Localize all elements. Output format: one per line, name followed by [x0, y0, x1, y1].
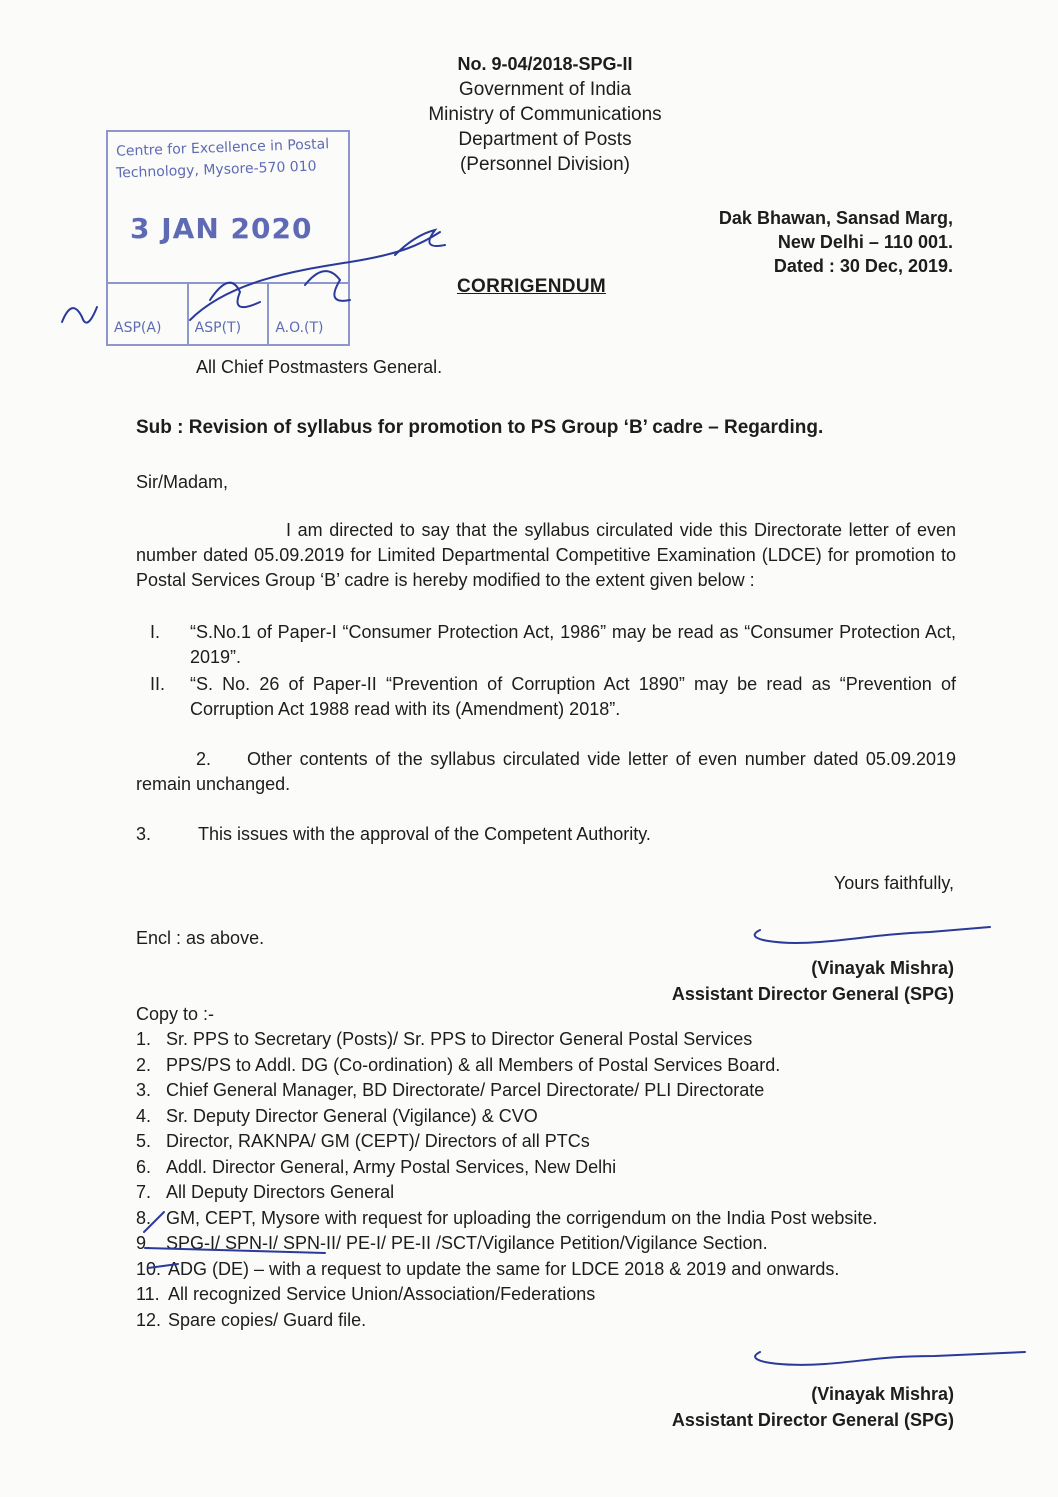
stamp-line-2: Technology, Mysore-570 010	[115, 158, 317, 182]
list-item	[136, 1104, 958, 1130]
list-number: 10.	[136, 1258, 162, 1279]
list-number: 11.	[136, 1284, 160, 1304]
list-item	[136, 1282, 958, 1308]
list-item	[136, 1206, 958, 1232]
letter-date: Dated : 30 Dec, 2019.	[773, 256, 953, 276]
stamp-line-1: Centre for Excellence in Postal	[115, 136, 330, 160]
enclosure-note: Encl : as above.	[136, 928, 265, 948]
list-text: Sr. PPS to Secretary (Posts)/ Sr. PPS to Director General Postal Services	[166, 1029, 753, 1049]
list-text: Director, RAKNPA/ GM (CEPT)/ Directors of all PTCs	[166, 1131, 590, 1151]
list-number: 7.	[136, 1182, 152, 1202]
signature-block	[672, 955, 954, 1007]
salutation: Sir/Madam,	[136, 472, 229, 492]
list-text: All recognized Service Union/Association/Federations	[168, 1284, 596, 1304]
paragraph-1-text: I am directed to say that the syllabus circulated vide this Directorate letter of even number dated 05.09.2019 for Limited Departmental Competitive Examination (LDCE) for promotion to Postal Services Group ‘B’ cadre is hereby modified to the extent given below :	[136, 520, 956, 590]
stamp-date: 3 JAN 2020	[130, 212, 313, 245]
copy-to-list	[136, 1027, 958, 1333]
paragraph-3-number: 3.	[136, 824, 152, 844]
closing: Yours faithfully,	[833, 873, 954, 893]
stamp-cell: ASP(T)	[189, 284, 270, 344]
paragraph-3-text: This issues with the approval of the Competent Authority.	[198, 824, 651, 844]
point-text: “S.No.1 of Paper-I “Consumer Protection Act, 1986” may be read as “Consumer Protection Act, 2019”.	[190, 622, 956, 667]
letter-header	[400, 52, 690, 177]
list-number: 6.	[136, 1156, 152, 1177]
signature-stroke	[755, 927, 990, 943]
list-text: Spare copies/ Guard file.	[168, 1309, 367, 1330]
list-item	[136, 1257, 958, 1283]
list-number: 5.	[136, 1131, 152, 1151]
list-item	[136, 1180, 958, 1206]
point-number: I.	[150, 622, 161, 642]
list-number: 12.	[136, 1309, 162, 1330]
header-line: (Personnel Division)	[459, 154, 630, 175]
signature-block-copy	[672, 1381, 954, 1433]
list-text: SPG-I/ SPN-I/ SPN-II/ PE-I/ PE-II /SCT/Vigilance Petition/Vigilance Section.	[166, 1233, 768, 1253]
file-number: No. 9-04/2018-SPG-II	[457, 54, 633, 74]
signatory-designation: Assistant Director General (SPG)	[671, 984, 954, 1004]
header-line: Ministry of Communications	[428, 104, 662, 125]
list-text: Sr. Deputy Director General (Vigilance) & CVO	[166, 1105, 538, 1126]
list-number: 3.	[136, 1080, 152, 1100]
paragraph-2	[136, 747, 956, 797]
list-item	[136, 1231, 958, 1257]
address-line: New Delhi – 110 001.	[777, 232, 953, 252]
document-title: CORRIGENDUM	[457, 276, 606, 297]
list-number: 8.	[136, 1207, 152, 1228]
stamp-cell: A.O.(T)	[275, 320, 324, 336]
list-text: Chief General Manager, BD Directorate/ Parcel Directorate/ PLI Directorate	[166, 1080, 765, 1100]
subject-line: Sub : Revision of syllabus for promotion to PS Group ‘B’ cadre – Regarding.	[136, 417, 824, 438]
margin-initials	[62, 307, 97, 323]
point-item	[136, 672, 956, 722]
sender-address	[719, 206, 953, 278]
paragraph-2-text: Other contents of the syllabus circulated vide letter of even number dated 05.09.2019 remain unchanged.	[136, 749, 956, 794]
list-item	[136, 1078, 958, 1104]
point-item	[136, 620, 956, 670]
point-number: II.	[150, 674, 166, 694]
address-line: Dak Bhawan, Sansad Marg,	[718, 208, 953, 228]
list-text: GM, CEPT, Mysore with request for uploading the corrigendum on the India Post website.	[166, 1207, 878, 1228]
stamp-initials-scribble	[395, 230, 445, 255]
list-item	[136, 1053, 958, 1079]
list-item	[136, 1027, 958, 1053]
list-number: 4.	[136, 1105, 152, 1126]
signature-stroke	[755, 1352, 1025, 1365]
copy-to-label: Copy to :-	[136, 1004, 215, 1024]
stamp-cells	[108, 282, 348, 344]
header-line: Government of India	[458, 79, 632, 100]
list-text: PPS/PS to Addl. DG (Co-ordination) & all Members of Postal Services Board.	[166, 1054, 781, 1075]
signatory-name: (Vinayak Mishra)	[811, 1384, 954, 1404]
paragraph-1	[136, 518, 956, 593]
signatory-name: (Vinayak Mishra)	[811, 958, 954, 978]
list-text: ADG (DE) – with a request to update the same for LDCE 2018 & 2019 and onwards.	[168, 1258, 840, 1279]
received-stamp	[106, 130, 350, 346]
paragraph-3	[136, 824, 651, 845]
addressee: All Chief Postmasters General.	[196, 357, 443, 377]
list-number: 9.	[136, 1233, 152, 1253]
point-text: “S. No. 26 of Paper-II “Prevention of Corruption Act 1890” may be read as “Prevention of Corruption Act 1988 read with its (Amendment) 2018”.	[190, 674, 956, 719]
stamp-cell: ASP(A)	[108, 284, 189, 344]
list-number: 2.	[136, 1054, 152, 1075]
header-line: Department of Posts	[458, 129, 632, 150]
paragraph-2-number: 2.	[196, 749, 212, 769]
list-text: Addl. Director General, Army Postal Services, New Delhi	[166, 1156, 617, 1177]
list-item	[136, 1308, 958, 1334]
list-number: 1.	[136, 1029, 152, 1049]
list-text: All Deputy Directors General	[166, 1182, 395, 1202]
list-item	[136, 1129, 958, 1155]
signatory-designation: Assistant Director General (SPG)	[671, 1410, 954, 1430]
list-item	[136, 1155, 958, 1181]
